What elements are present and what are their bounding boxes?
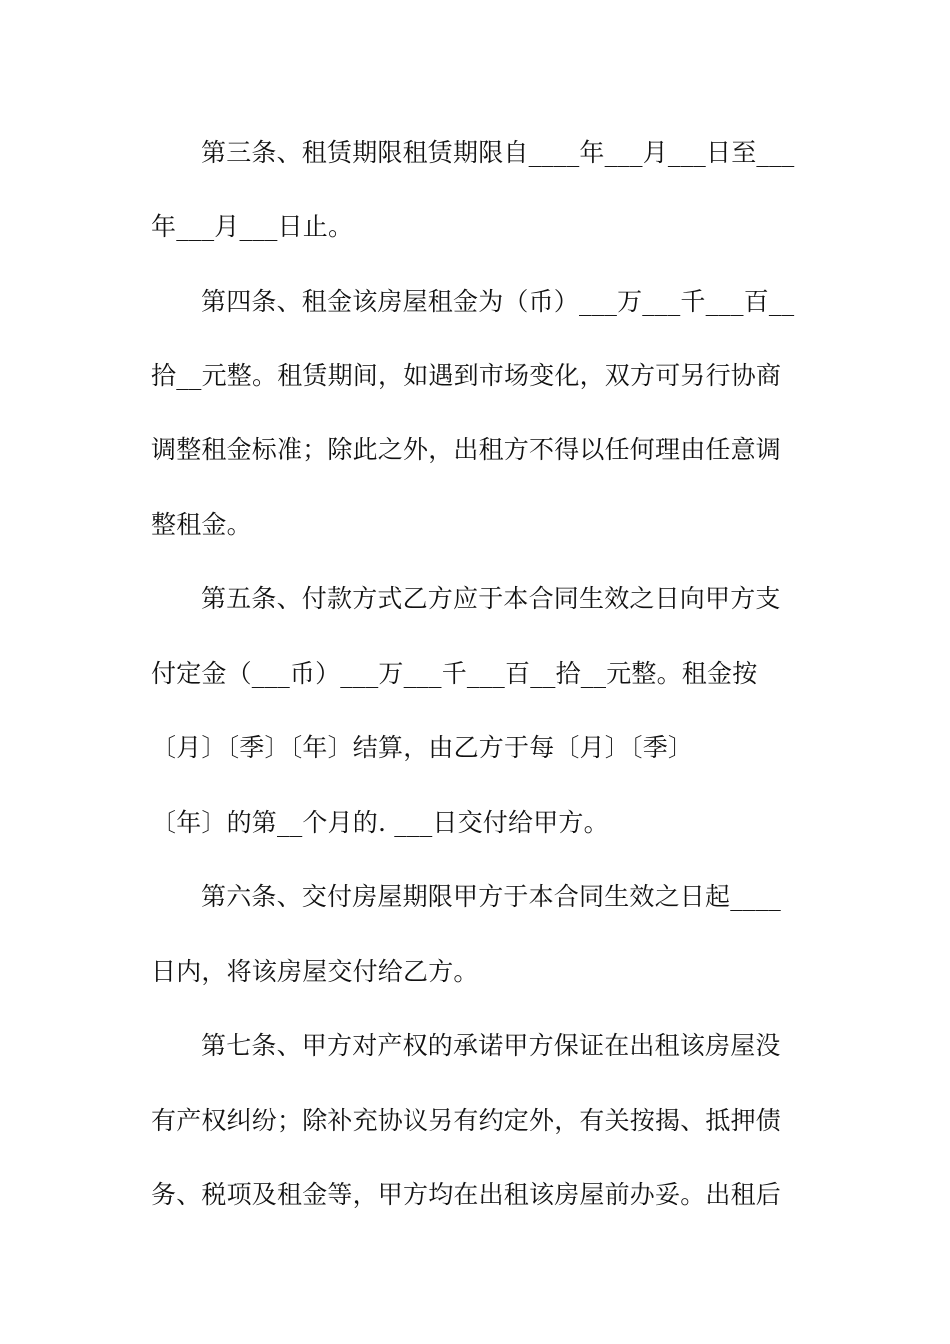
clause-4-line-4: 整租金。 [151,510,252,539]
clause-4-line-3: 调整租金标准；除此之外，出租方不得以任何理由任意调 [151,435,782,464]
clause-4-line-1: 第四条、租金该房屋租金为（币）___万___千___百__ [201,287,795,316]
clause-7-line-3: 务、税项及租金等，甲方均在出租该房屋前办妥。出租后 [151,1180,782,1209]
clause-5-line-4: 〔年〕的第__个月的. ___日交付给甲方。 [151,808,609,837]
clause-6-line-2: 日内，将该房屋交付给乙方。 [151,957,479,986]
clause-5-line-1: 第五条、付款方式乙方应于本合同生效之日向甲方支 [201,584,781,613]
clause-7-line-1: 第七条、甲方对产权的承诺甲方保证在出租该房屋没 [201,1031,781,1060]
clause-5-line-3: 〔月〕〔季〕〔年〕结算，由乙方于每〔月〕〔季〕 [151,733,694,762]
clause-4-line-2: 拾__元整。租赁期间，如遇到市场变化，双方可另行协商 [151,361,782,390]
clause-3-line-2: 年___月___日止。 [151,212,354,241]
clause-3-line-1: 第三条、租赁期限租赁期限自____年___月___日至___ [201,138,795,167]
clause-5-line-2: 付定金（___币）___万___千___百__拾__元整。租金按 [151,659,758,688]
clause-7-line-2: 有产权纠纷；除补充协议另有约定外，有关按揭、抵押债 [151,1106,782,1135]
clause-6-line-1: 第六条、交付房屋期限甲方于本合同生效之日起____ [201,882,782,911]
